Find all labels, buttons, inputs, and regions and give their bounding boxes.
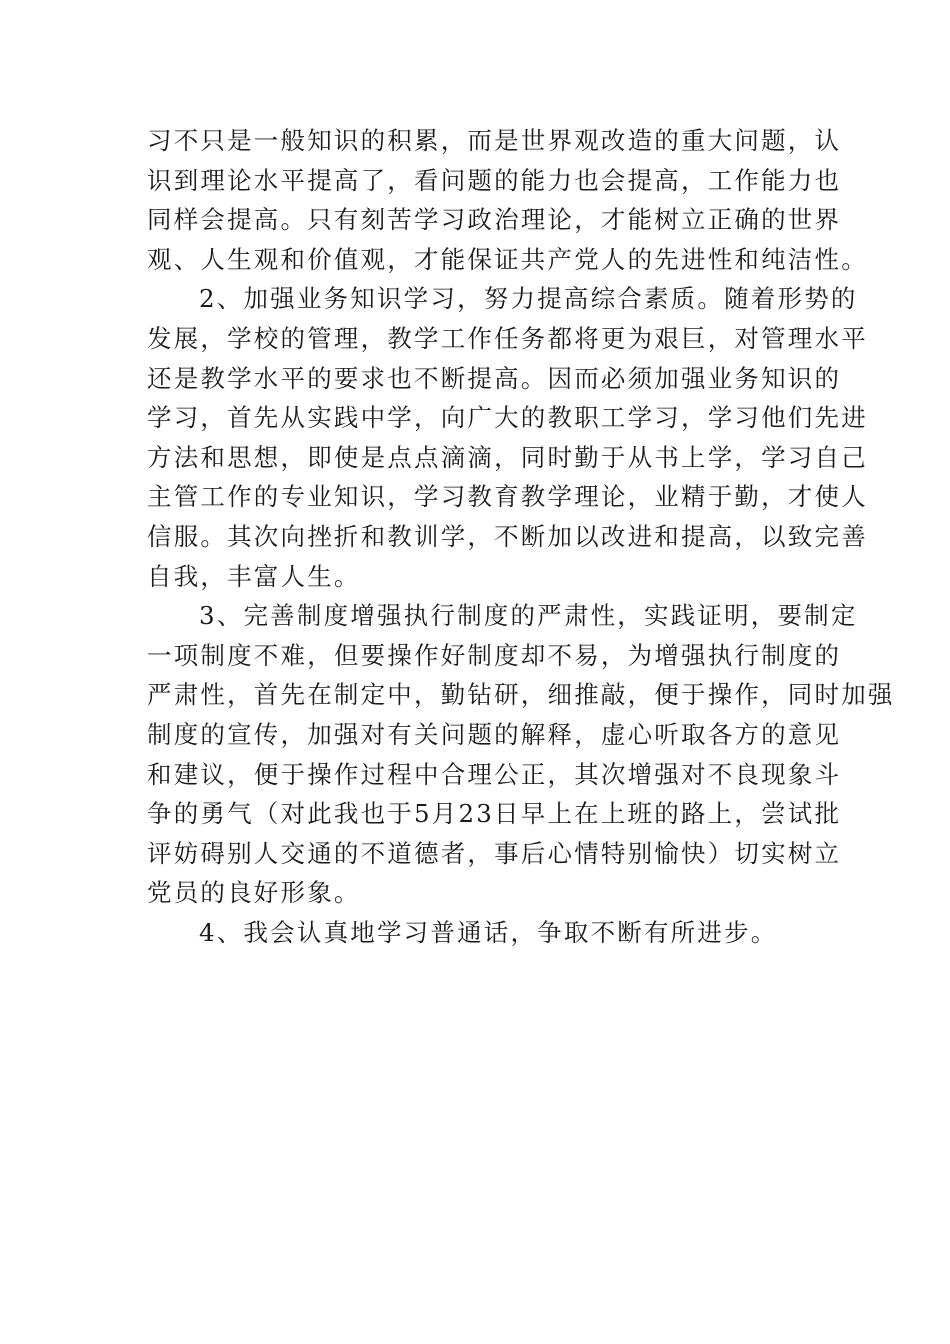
- text-line: 学习，首先从实践中学，向广大的教职工学习，学习他们先进: [147, 403, 868, 433]
- text-line: 党员的良好形象。: [147, 878, 361, 908]
- text-line: 争的勇气（对此我也于5月23日早上在上班的路上，尝试批: [147, 799, 842, 829]
- body-text: [147, 121, 895, 952]
- text-line: 评妨碍别人交通的不道德者，事后心情特别愉快）切实树立: [147, 838, 842, 868]
- paragraph-item-2: [147, 279, 868, 596]
- text-line: 方法和思想，即使是点点滴滴，同时勤于从书上学，学习自己: [147, 442, 868, 472]
- text-line: 2、加强业务知识学习，努力提高综合素质。随着形势的: [199, 284, 858, 314]
- text-line: 4、我会认真地学习普通话，争取不断有所进步。: [199, 917, 778, 947]
- text-line: 信服。其次向挫折和教训学，不断加以改进和提高，以致完善: [147, 521, 868, 551]
- text-line: 严肃性，首先在制定中，勤钻研，细推敲，便于操作，同时加强: [147, 680, 895, 710]
- text-line: 观、人生观和价值观，才能保证共产党人的先进性和纯洁性。: [147, 244, 868, 274]
- text-line: 一项制度不难，但要操作好制度却不易，为增强执行制度的: [147, 640, 842, 670]
- text-line: 识到理论水平提高了，看问题的能力也会提高，工作能力也: [147, 165, 842, 195]
- paragraph-item-4: [147, 913, 807, 953]
- text-line: 制度的宣传，加强对有关问题的解释，虚心听取各方的意见: [147, 719, 842, 749]
- text-line: 自我，丰富人生。: [147, 561, 361, 591]
- text-line: 和建议，便于操作过程中合理公正，其次增强对不良现象斗: [147, 759, 842, 789]
- text-line: 同样会提高。只有刻苦学习政治理论，才能树立正确的世界: [147, 205, 842, 235]
- text-line: 习不只是一般知识的积累，而是世界观改造的重大问题，认: [147, 126, 842, 155]
- paragraph-item-3: [147, 596, 895, 913]
- text-line: 发展，学校的管理，教学工作任务都将更为艰巨，对管理水平: [147, 323, 868, 353]
- text-line: 3、完善制度增强执行制度的严肃性，实践证明，要制定: [199, 601, 858, 631]
- text-line: 还是教学水平的要求也不断提高。因而必须加强业务知识的: [147, 363, 842, 393]
- text-line: 主管工作的专业知识，学习教育教学理论，业精于勤，才使人: [147, 482, 868, 512]
- paragraph-continuation: [147, 121, 868, 279]
